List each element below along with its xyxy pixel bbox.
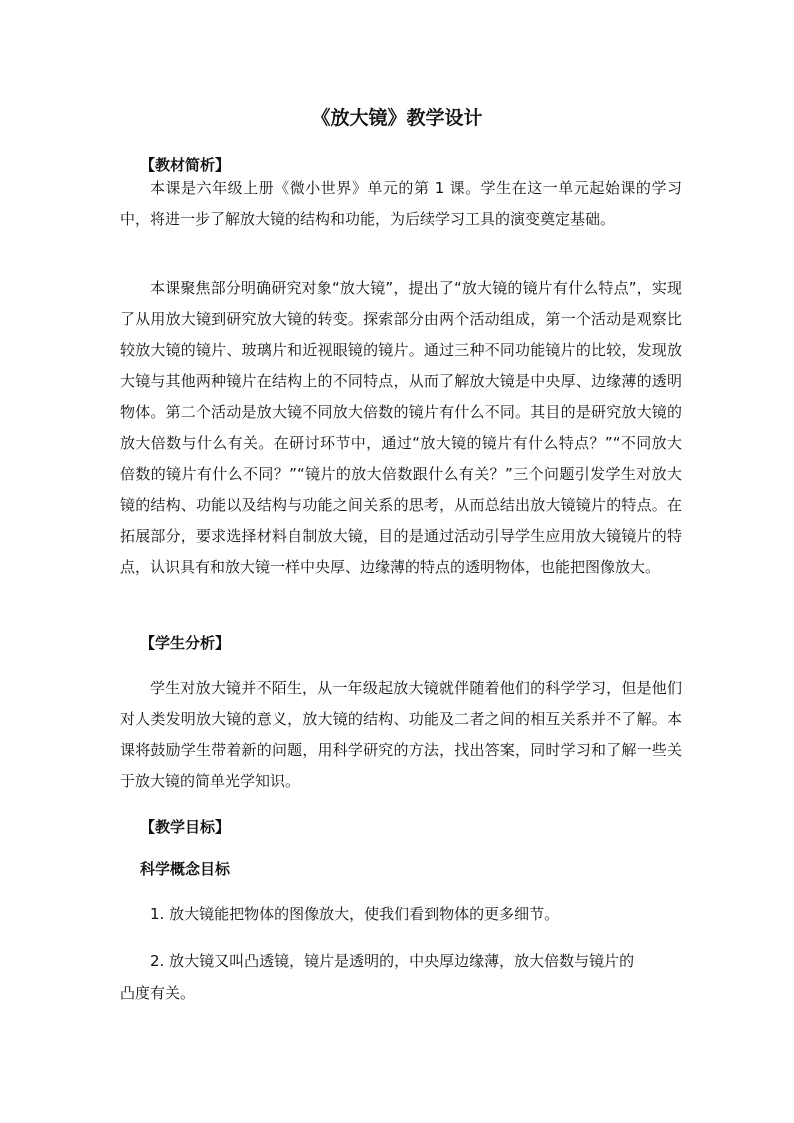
goal-item-1: 1. 放大镜能把物体的图像放大，使我们看到物体的更多细节。 [150, 905, 560, 923]
section-heading-student: 【学生分析】 [140, 634, 231, 652]
goal-item-2-line-2: 凸度有关。 [120, 984, 196, 1002]
document-title: 《放大镜》教学设计 [311, 107, 483, 129]
subheading-science-concept: 科学概念目标 [140, 860, 231, 878]
section-heading-material: 【教材简析】 [140, 156, 231, 174]
section-heading-goals: 【教学目标】 [140, 818, 231, 836]
goal-item-2-line-1: 2. 放大镜又叫凸透镜，镜片是透明的，中央厚边缘薄，放大倍数与镜片的 [150, 952, 635, 970]
material-paragraph-2: 本课聚焦部分明确研究对象“放大镜”，提出了“放大镜的镜片有什么特点”，实现了从用放大镜到研究放大镜的转变。探索部分由两个活动组成，第一个活动是观察比较放大镜的镜片、玻璃片和近视眼镜的镜片。通过三种不同功能镜片的比较，发现放大镜与其他两种镜片在结构上的不同特点，从而了解放大镜是中央厚、边缘薄的透明物体。第二个活动是放大镜不同放大倍数的镜片有什么不同。其目的是研究放大镜的放大倍数与什么有关。在研讨环节中，通过“放大镜的镜片有什么特点？”“不同放大倍数的镜片有什么不同？”“镜片的放大倍数跟什么有关？”三个问题引发学生对放大镜的结构、功能以及结构与功能之间关系的思考，从而总结出放大镜镜片的特点。在拓展部分，要求选择材料自制放大镜，目的是通过活动引导学生应用放大镜镜片的特点，认识具有和放大镜一样中央厚、边缘薄的特点的透明物体，也能把图像放大。 [120, 279, 682, 576]
student-paragraph-1: 学生对放大镜并不陌生，从一年级起放大镜就伴随着他们的科学学习，但是他们对人类发明放大镜的意义，放大镜的结构、功能及二者之间的相互关系并不了解。本课将鼓励学生带着新的问题，用科学研究的方法，找出答案，同时学习和了解一些关于放大镜的简单光学知识。 [120, 679, 682, 790]
material-paragraph-1: 本课是六年级上册《微小世界》单元的第 1 课。学生在这一单元起始课的学习中，将进一步了解放大镜的结构和功能，为后续学习工具的演变奠定基础。 [120, 179, 682, 228]
